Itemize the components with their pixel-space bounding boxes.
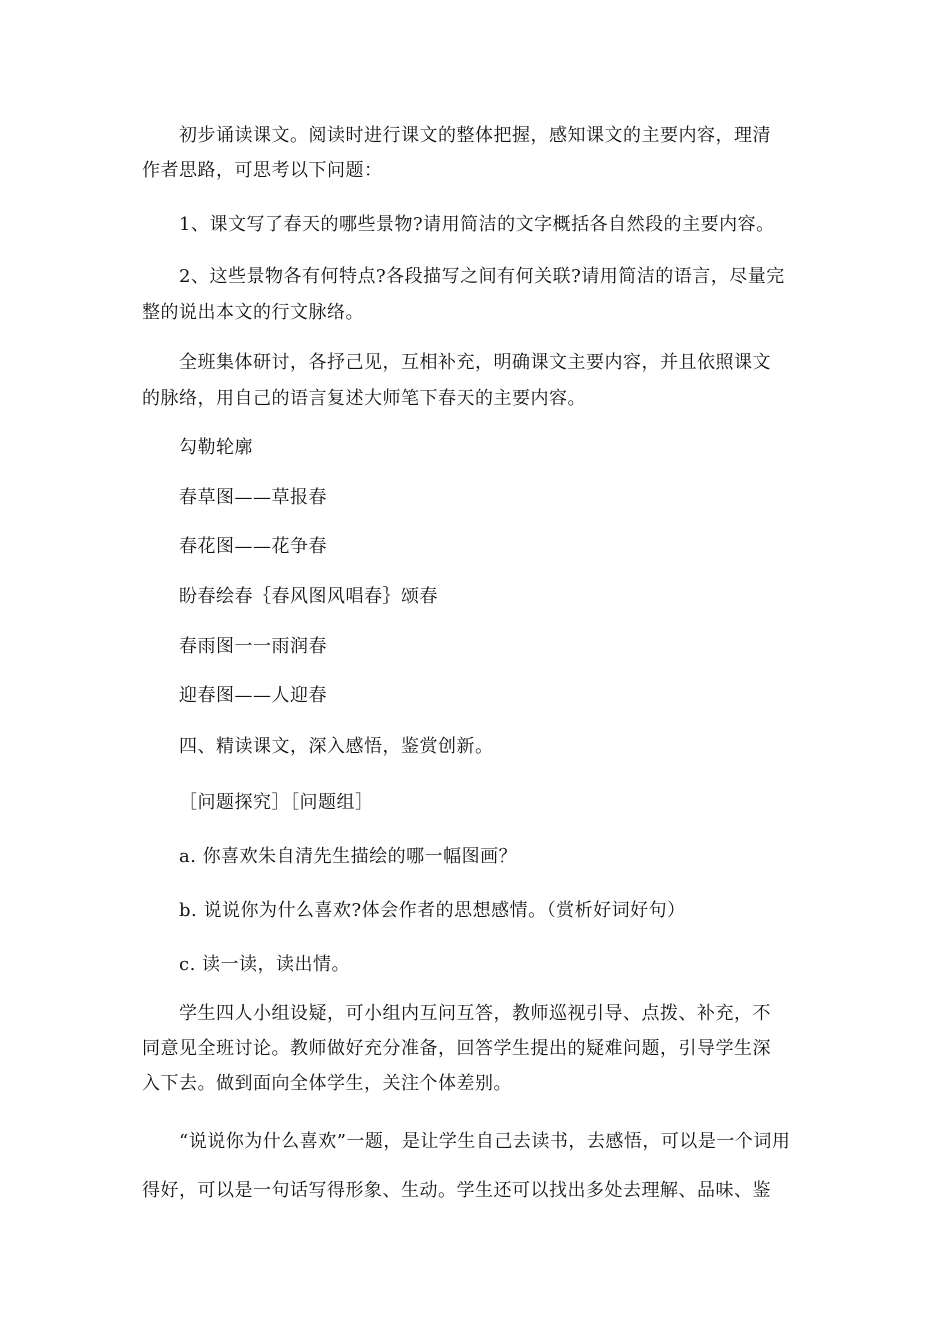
paragraph-1-line-1: 初步诵读课文。阅读时进行课文的整体把握，感知课文的主要内容，理清 (179, 125, 771, 146)
section-4-heading: 四、精读课文，深入感悟，鉴赏创新。 (179, 736, 494, 757)
paragraph-4-line-1: “说说你为什么喜欢”一题，是让学生自己去读书，去感悟，可以是一个词用 (179, 1131, 791, 1152)
paragraph-1-line-2: 作者思路，可思考以下问题： (142, 160, 383, 181)
paragraph-3-line-1: 学生四人小组设疑，可小组内互问互答，教师巡视引导、点拨、补充，不 (179, 1003, 771, 1024)
paragraph-2-line-1: 全班集体研讨，各抒己见，互相补充，明确课文主要内容，并且依照课文 (179, 352, 771, 373)
inquiry-heading: ［问题探究］［问题组］ (179, 792, 374, 813)
paragraph-4-line-2: 得好，可以是一句话写得形象、生动。学生还可以找出多处去理解、品味、鉴 (142, 1180, 771, 1201)
outline-item: 春雨图一一雨润春 (179, 636, 327, 657)
question-2-line-2: 整的说出本文的行文脉络。 (142, 302, 364, 323)
outline-item: 春草图——草报春 (179, 487, 327, 508)
paragraph-3-line-3: 入下去。做到面向全体学生，关注个体差别。 (142, 1073, 512, 1094)
paragraph-3-line-2: 同意见全班讨论。教师做好充分准备，回答学生提出的疑难问题，引导学生深 (142, 1038, 771, 1059)
question-c: c. 读一读，读出情。 (179, 954, 351, 975)
outline-heading: 勾勒轮廓 (179, 437, 253, 458)
paragraph-2-line-2: 的脉络，用自己的语言复述大师笔下春天的主要内容。 (142, 388, 586, 409)
question-a: a. 你喜欢朱自清先生描绘的哪一幅图画？ (179, 846, 518, 867)
outline-item: 迎春图——人迎春 (179, 685, 327, 706)
question-b: b. 说说你为什么喜欢?体会作者的思想感情。（赏析好词好句） (179, 900, 686, 921)
question-2-line-1: 2、这些景物各有何特点?各段描写之间有何关联?请用简洁的语言，尽量完 (179, 266, 785, 287)
question-1: 1、课文写了春天的哪些景物?请用简洁的文字概括各自然段的主要内容。 (179, 214, 775, 235)
outline-item: 盼春绘春｛春风图风唱春｝颂春 (179, 586, 438, 607)
outline-item: 春花图——花争春 (179, 536, 327, 557)
